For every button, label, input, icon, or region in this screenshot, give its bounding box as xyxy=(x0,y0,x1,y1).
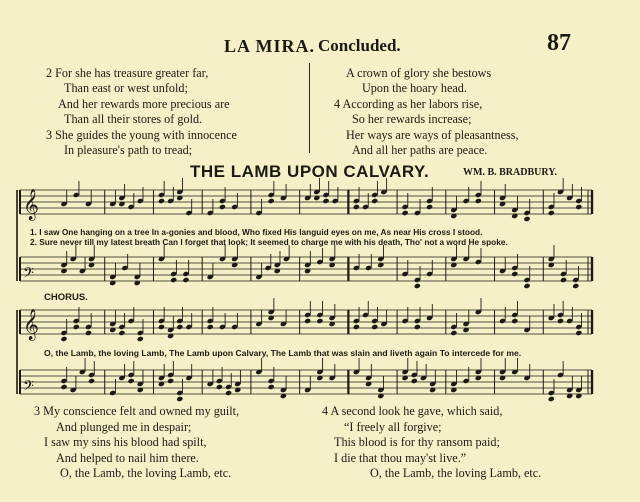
note-head xyxy=(304,318,311,324)
hymn-subtitle-header: Concluded. xyxy=(318,36,401,55)
verse-line: Than all their stores of gold. xyxy=(64,112,203,127)
verse-line: 4 According as her labors rise, xyxy=(334,96,483,111)
note-head xyxy=(402,210,409,216)
hymn-title-header: LA MIRA. xyxy=(224,36,316,56)
note-head xyxy=(560,277,567,283)
verse-line: Than east or west unfold; xyxy=(64,81,188,96)
note-head xyxy=(176,324,183,330)
note-head xyxy=(511,318,518,324)
note-head xyxy=(414,283,421,289)
note-head xyxy=(128,378,135,384)
stanza-line: And plunged me in despair; xyxy=(56,419,192,434)
note-head xyxy=(475,198,482,204)
note-head xyxy=(170,277,177,283)
stanza-line: 3 My conscience felt and owned my guilt, xyxy=(34,404,240,418)
note-head xyxy=(73,324,80,330)
stanza-line: 4 A second look he gave, which said, xyxy=(322,404,503,418)
lyric-line-verse-2: 2. Sure never till my latest breath Can I forget that look; It seemed to charge me with his death, Tho' not a word He spoke. xyxy=(30,237,508,247)
note-head xyxy=(316,318,323,324)
note-head xyxy=(60,336,67,342)
verse-line: A crown of glory she bestows xyxy=(346,66,492,80)
treble-clef-icon: 𝄞 xyxy=(23,189,39,220)
stanza-line: “I freely all forgive; xyxy=(344,419,442,434)
note-head xyxy=(414,324,421,330)
verse-line: 2 For she has treasure greater far, xyxy=(46,66,209,80)
stanza-line: O, the Lamb, the loving Lamb, etc. xyxy=(370,466,542,481)
note-head xyxy=(411,378,418,384)
note-head xyxy=(60,384,67,390)
note-head xyxy=(371,324,378,330)
verse-line: And her rewards more precious are xyxy=(58,96,230,111)
treble-clef-icon: 𝄞 xyxy=(23,309,39,340)
note-head xyxy=(548,210,555,216)
note-head xyxy=(353,204,360,210)
note-head xyxy=(450,330,457,336)
note-head xyxy=(88,378,95,384)
note-head xyxy=(557,318,564,324)
note-head xyxy=(216,384,223,390)
note-head xyxy=(182,277,189,283)
note-head xyxy=(118,330,125,336)
stanza-3 xyxy=(34,404,239,482)
note-head xyxy=(85,330,92,336)
note-head xyxy=(572,283,579,289)
stanza-line: I die that thou may'st live.” xyxy=(334,450,467,465)
verse-line: Her ways are ways of pleasantness, xyxy=(346,127,519,142)
note-head xyxy=(322,198,329,204)
note-head xyxy=(575,204,582,210)
bass-clef-icon: 𝄢 xyxy=(23,265,34,285)
verse-line: 3 She guides the young with innocence xyxy=(46,127,237,142)
note-head xyxy=(219,204,226,210)
composer-credit: WM. B. BRADBURY. xyxy=(463,167,558,178)
note-head xyxy=(225,390,232,396)
note-head xyxy=(523,216,530,222)
song-title: THE LAMB UPON CALVARY. xyxy=(190,162,430,181)
chorus-label: CHORUS. xyxy=(44,292,88,303)
stanza-4 xyxy=(322,404,541,482)
note-head xyxy=(511,271,518,277)
note-head xyxy=(353,324,360,330)
stanza-line: O, the Lamb, the loving Lamb, etc. xyxy=(60,466,232,481)
note-head xyxy=(158,324,165,330)
lyric-line-verse-1: 1. I saw One hanging on a tree In a-gonies and blood, Who fixed His languid eyes on me, As near His cross I stood. xyxy=(30,227,483,237)
note-head xyxy=(207,324,214,330)
note-head xyxy=(523,283,530,289)
note-head xyxy=(268,384,275,390)
note-head xyxy=(167,378,174,384)
note-head xyxy=(548,396,555,402)
note-head xyxy=(426,204,433,210)
page-number: 87 xyxy=(547,30,571,56)
stanza-line: I saw my sins his blood had spilt, xyxy=(44,435,207,450)
bass-clef-icon: 𝄢 xyxy=(23,378,34,398)
verse-line: And all her paths are peace. xyxy=(352,142,488,157)
verse-line: So her rewards increase; xyxy=(352,112,472,127)
note-head xyxy=(176,396,183,402)
note-head xyxy=(158,198,165,204)
stanza-line: And helped to nail him there. xyxy=(56,450,199,465)
note-head xyxy=(575,330,582,336)
verse-line: Upon the hoary head. xyxy=(362,81,467,96)
stanza-line: This blood is for thy ransom paid; xyxy=(334,435,500,450)
note-head xyxy=(371,198,378,204)
chorus-lyric: O, the Lamb, the loving Lamb, The Lamb upon Calvary, The Lamb that was slain and liveth again To intercede for me. xyxy=(44,348,522,358)
note-head xyxy=(268,198,275,204)
note-head xyxy=(137,336,144,342)
verse-line: In pleasure's path to tread; xyxy=(64,142,193,157)
